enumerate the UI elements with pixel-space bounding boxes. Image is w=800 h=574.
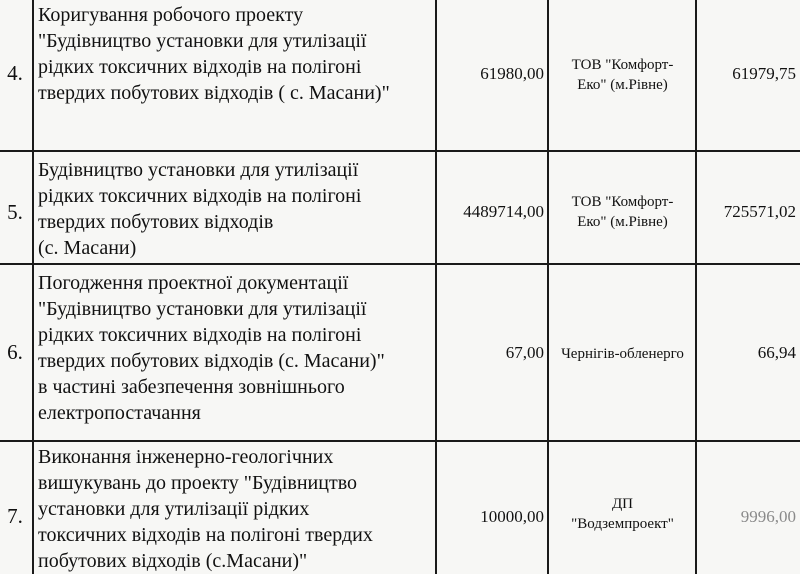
row-divider bbox=[0, 150, 800, 152]
row-number: 7. bbox=[7, 504, 23, 528]
contractor-line: ДП bbox=[611, 496, 634, 512]
contractor-line: Чернігів-обленерго bbox=[561, 346, 684, 362]
spent-cell: 9996,00 bbox=[740, 507, 796, 526]
description-line: в частині забезпечення зовнішнього bbox=[38, 376, 345, 398]
description-line: "Будівництво установки для утилізації bbox=[38, 298, 367, 320]
description-line: Будівництво установки для утилізації bbox=[38, 159, 359, 181]
amount-cell: 10000,00 bbox=[480, 507, 544, 526]
description-line: електропостачання bbox=[38, 402, 201, 424]
contractor-cell bbox=[551, 55, 694, 95]
amount-cell: 67,00 bbox=[505, 343, 544, 362]
description-line: (с. Масани) bbox=[38, 237, 137, 259]
row-divider bbox=[0, 440, 800, 442]
contractor-line: "Водземпроект" bbox=[571, 516, 674, 532]
description-line: установки для утилізації рідких bbox=[38, 498, 310, 520]
spent-cell: 725571,02 bbox=[723, 202, 796, 221]
row-divider bbox=[0, 263, 800, 265]
description-line: рідких токсичних відходів на полігоні bbox=[38, 324, 362, 346]
description-line: Погодження проектної документації bbox=[38, 272, 349, 294]
amount-cell: 4489714,00 bbox=[463, 202, 544, 221]
row-number: 5. bbox=[7, 200, 23, 224]
row-number: 6. bbox=[7, 340, 23, 364]
spent-cell: 66,94 bbox=[757, 343, 796, 362]
contractor-line: ТОВ "Комфорт- bbox=[571, 194, 674, 210]
contractor-line: Еко" (м.Рівне) bbox=[577, 77, 668, 93]
description-line: твердих побутових відходів ( с. Масани)" bbox=[38, 82, 390, 104]
description-line: твердих побутових відходів (с. Масани)" bbox=[38, 350, 385, 372]
description-line: рідких токсичних відходів на полігоні bbox=[38, 185, 362, 207]
description-line: вишукувань до проекту "Будівництво bbox=[38, 472, 358, 494]
spent-cell: 61979,75 bbox=[732, 64, 796, 83]
contractor-cell bbox=[551, 192, 694, 232]
description-line: твердих побутових відходів bbox=[38, 211, 274, 233]
column-divider bbox=[695, 0, 697, 574]
row-description bbox=[38, 444, 430, 574]
description-line: Виконання інженерно-геологічних bbox=[38, 446, 334, 468]
column-divider bbox=[435, 0, 437, 574]
description-line: Коригування робочого проекту bbox=[38, 4, 304, 26]
contractor-line: Еко" (м.Рівне) bbox=[577, 214, 668, 230]
description-line: токсичних відходів на полігоні твердих bbox=[38, 524, 373, 546]
row-description bbox=[38, 270, 430, 426]
row-description bbox=[38, 2, 430, 106]
contractor-cell bbox=[551, 494, 694, 534]
description-line: побутових відходів (с.Масани)" bbox=[38, 550, 308, 572]
contractor-line: ТОВ "Комфорт- bbox=[571, 57, 674, 73]
description-line: рідких токсичних відходів на полігоні bbox=[38, 56, 362, 78]
column-divider bbox=[32, 0, 34, 574]
row-description bbox=[38, 157, 430, 261]
amount-cell: 61980,00 bbox=[480, 64, 544, 83]
column-divider bbox=[547, 0, 549, 574]
row-number: 4. bbox=[7, 61, 23, 85]
contractor-cell bbox=[551, 344, 694, 364]
description-line: "Будівництво установки для утилізації bbox=[38, 30, 367, 52]
